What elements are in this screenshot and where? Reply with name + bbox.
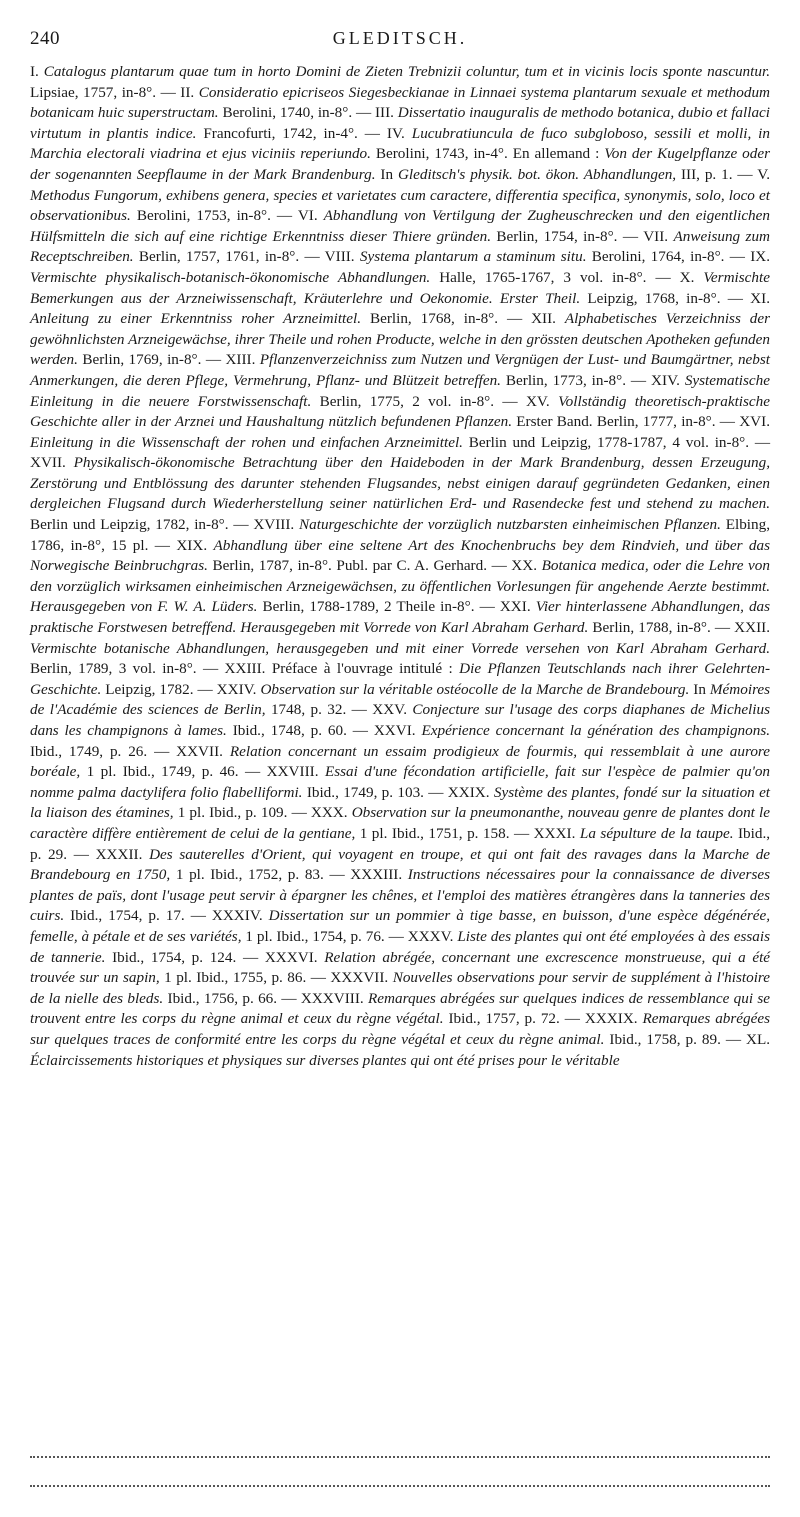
entry-number: XVII. xyxy=(30,454,66,472)
entry-publication: 1 pl. Ibid., 1752, p. 83. xyxy=(175,866,324,884)
entry-number: II. xyxy=(180,83,195,101)
entry-title: Botanica medica, oder die Lehre von den vorzüglich wirksamen einheimischen Arzneigewächsen, zu öffentlichen Vorlesungen für angehende Aerzte bestimmt. Herausgegeben von F. W. A. Lüders. xyxy=(30,557,770,616)
entry-number: V. xyxy=(757,165,771,183)
entry-number: XIV. xyxy=(651,371,680,389)
entry-title: Éclaircissements historiques et physiques sur diverses plantes qui ont été prises pour le véritable xyxy=(30,1051,620,1069)
entry-number: XXIII. xyxy=(224,660,266,678)
entry-number: XXIX. xyxy=(447,783,490,801)
entry-publication: Berlin, 1757, 1761, in-8°. xyxy=(138,248,300,266)
entry-number: XVI. xyxy=(739,413,771,431)
entry-publication: Berlin, 1769, in-8°. xyxy=(82,351,202,369)
entry-publication: Ibid., 1749, p. 103. xyxy=(306,783,424,801)
entry-number: XXXVI. xyxy=(264,948,318,966)
entry-publication: Halle, 1765-1767, 3 vol. in-8°. xyxy=(439,268,647,286)
entry-title: Die Pflanzen Teutschlands nach ihrer Gelehrten-Geschichte. xyxy=(30,660,771,698)
entry-number: XXXII. xyxy=(95,845,143,863)
page-header xyxy=(30,24,770,54)
entry-number: IX. xyxy=(750,248,771,266)
entry-title: Lucubratiuncula de fuco subgloboso, sessili et molli, in Marchia electorali viadrina et ejus viciniis reperiundo. xyxy=(30,124,770,163)
entry-number: XXXVIII. xyxy=(300,989,364,1007)
entry-publication: 1 pl. Ibid., 1755, p. 86. xyxy=(164,969,307,987)
entry-publication: In xyxy=(693,680,706,698)
entry-title: Instructions nécessaires pour la connaissance de diverses plantes de païs, dont l'usage peut servir à épargner les chênes, et l'emploi des matières étrangères dans la tanneries des cuirs. xyxy=(30,866,771,925)
entry-number: XXXVII. xyxy=(330,969,389,987)
entry-number: XXXI. xyxy=(533,824,576,842)
entry-publication: Ibid., 1756, p. 66. xyxy=(167,989,278,1007)
entry-number: XXXIV. xyxy=(211,907,263,925)
entry-number: XIII. xyxy=(225,351,256,369)
entry-title: Alphabetisches Verzeichniss der gewöhnlichsten Arzneigewächse, ihrer Theile und rohen Producte, welche in den grössten deutschen Apotheken gefunden werden. xyxy=(30,310,771,369)
entry-publication: Berlin, 1773, in-8°. xyxy=(505,371,627,389)
entry-title: Nouvelles observations pour servir de supplément à l'histoire de la nielle des bleds. xyxy=(30,969,770,1007)
entry-number: XXXIX. xyxy=(584,1010,638,1028)
entry-title: Von der Kugelpflanze oder der sogenannten Seepflaume in der Mark Brandenburg. xyxy=(30,145,770,183)
entry-title: Relation concernant un essaim prodigieux de fourmis, qui ressemblait à une aurore boréale, xyxy=(30,742,771,781)
entry-publication: Ibid., 1754, p. 124. xyxy=(112,948,237,966)
entry-publication: Ibid., 1749, p. 26. xyxy=(30,742,148,760)
entry-publication: Préface à l'ouvrage intitulé : xyxy=(271,660,453,678)
entry-number: XX. xyxy=(511,557,538,575)
entry-title: Systema plantarum a staminum situ. xyxy=(359,248,587,266)
entry-number: XXX. xyxy=(310,804,348,822)
entry-number: I. xyxy=(30,63,39,80)
entry-publication: Erster Band. Berlin, 1777, in-8°. xyxy=(516,413,716,431)
entry-title: Vollständig theoretisch-praktische Geschichte aller in der Arznei und Haushaltung nützlich befundenen Pflanzen. xyxy=(30,392,770,431)
entry-number: XVIII. xyxy=(253,516,295,534)
entry-publication: Leipzig, 1782. xyxy=(105,680,194,698)
entry-publication: 1748, p. 32. xyxy=(270,701,347,719)
entry-title: Vier hinterlassene Abhandlungen, das praktische Forstwesen betreffend. Herausgegeben mit Vorrede von Karl Abraham Gerhard. xyxy=(30,598,771,637)
entry-title: Vermischte physikalisch-botanisch-ökonomische Abhandlungen. xyxy=(30,268,431,286)
entry-publication: Berlin und Leipzig, 1782, in-8°. xyxy=(30,516,229,534)
entry-publication: Berolini, 1753, in-8°. xyxy=(136,207,271,225)
entry-number: XXIV. xyxy=(216,680,257,698)
entry-number: XIX. xyxy=(176,536,208,554)
entry-title: Remarques abrégées sur quelques indices de ressemblance qui se trouvent entre les corps du règne animal et ceux du règne végétal. xyxy=(30,989,771,1028)
entry-title: Naturgeschichte der vorzüglich nutzbarsten einheimischen Pflanzen. xyxy=(299,516,721,534)
bibliography-paragraph: I. Catalogus plantarum quae tum in horto Domini de Zieten Trebnizii coluntur, tum et in vicinis locis sponte nascuntur. Lipsiae, 1757, in-8°. — II. Consideratio epicriseos Siegesbeckianae in Linnaei systema plantarum sexuale et methodum botanicam huic superstructam. Berolini, 1740, in-8°. — III. Dissertatio inauguralis de methodo botanica, dubio et fallaci virtutum in plantis indice. Francofurti, 1742, in-4°. — IV. Lucubratiuncula de fuco subgloboso, sessili et molli, in Marchia electorali viadrina et ejus viciniis reperiundo. Berolini, 1743, in-4°. En allemand : Von der Kugelpflanze oder der sogenannten Seepflaume in der Mark Brandenburg. In Gleditsch's physik. bot. ökon. Abhandlungen, III, p. 1. — V. Methodus Fungorum, exhibens genera, species et varietates cum caractere, differentia specifica, synonymis, solo, loco et observationibus. Berolini, 1753, in-8°. — VI. Abhandlung von Vertilgung der Zugheuschrecken und den eigentlichen Hülfsmitteln die sich auf eine richtige Erkenntniss dieser Thiere gründen. Berlin, 1754, in-8°. — VII. Anweisung zum Receptschreiben. Berlin, 1757, 1761, in-8°. — VIII. Systema plantarum a staminum situ. Berolini, 1764, in-8°. — IX. Vermischte physikalisch-botanisch-ökonomische Abhandlungen. Halle, 1765-1767, 3 vol. in-8°. — X. Vermischte Bemerkungen aus der Arzneiwissenschaft, Kräuterlehre und Oekonomie. Erster Theil. Leipzig, 1768, in-8°. — XI. Anleitung zu einer Erkenntniss roher Arzneimittel. Berlin, 1768, in-8°. — XII. Alphabetisches Verzeichniss der gewöhnlichsten Arzneigewächse, ihrer Theile und rohen Producte, welche in den grössten deutschen Apotheken gefunden werden. Berlin, 1769, in-8°. — XIII. Pflanzenverzeichniss zum Nutzen und Vergnügen der Lust- und Baumgärtner, nebst Anmerkungen, die deren Pflege, Vermehrung, Pflanz- und Blützeit betreffen. Berlin, 1773, in-8°. — XIV. Systematische Einleitung in die neuere Forstwissenschaft. Berlin, 1775, 2 vol. in-8°. — XV. Vollständig theoretisch-praktische Geschichte aller in der Arznei und Haushaltung nützlich befundenen Pflanzen. Erster Band. Berlin, 1777, in-8°. — XVI. Einleitung in die Wissenschaft der rohen und einfachen Arzneimittel. Berlin und Leipzig, 1778-1787, 4 vol. in-8°. — XVII. Physikalisch-ökonomische Betrachtung über den Haideboden in der Mark Brandenburg, dessen Erzeugung, Zerstörung und Entblössung des darunter stehenden Flugsandes, nebst einigen darauf gegründeten Gedanken, einen dergleichen Flugsand durch Wiederherstellung seiner natürlichen Erd- und Rasendecke fest und stehend zu machen. Berlin und Leipzig, 1782, in-8°. — XVIII. Naturgeschichte der vorzüglich nutzbarsten einheimischen Pflanzen. Elbing, 1786, in-8°, 15 pl. — XIX. Abhandlung über eine seltene Art des Knochenbruchs bey dem Rindvieh, und über das Norwegische Beinbruchgras. Berlin, 1787, in-8°. Publ. par C. A. Gerhard. — XX. Botanica medica, oder die Lehre von den vorzüglich wirksamen einheimischen Arzneigewächsen, zu öffentlichen Vorlesungen für angehende Aerzte bestimmt. Herausgegeben von F. W. A. Lüders. Berlin, 1788-1789, 2 Theile in-8°. — XXI. Vier hinterlassene Abhandlungen, das praktische Forstwesen betreffend. Herausgegeben mit Vorrede von Karl Abraham Gerhard. Berlin, 1788, in-8°. — XXII. Vermischte botanische Abhandlungen, herausgegeben und mit einer Vorrede versehen von Karl Abraham Gerhard. Berlin, 1789, 3 vol. in-8°. — XXIII. Préface à l'ouvrage intitulé : Die Pflanzen Teutschlands nach ihrer Gelehrten-Geschichte. Leipzig, 1782. — XXIV. Observation sur la véritable ostéocolle de la Marche de Brandebourg. In Mémoires de l'Académie des sciences de Berlin, 1748, p. 32. — XXV. Conjecture sur l'usage des corps diaphanes de Michelius dans les champignons à lames. Ibid., 1748, p. 60. — XXVI. Expérience concernant la génération des champignons. Ibid., 1749, p. 26. — XXVII. Relation concernant un essaim prodigieux de fourmis, qui ressemblait à une aurore boréale, 1 pl. Ibid., 1749, p. 46. — XXVIII. Essai d'une fécondation artificielle, fait sur l'espèce de palmier qu'on nomme palma dactylifera folio flabelliformi. Ibid., 1749, p. 103. — XXIX. Système des plantes, fondé sur la situation et la liaison des étamines, 1 pl. Ibid., p. 109. — XXX. Observation sur la pneumonanthe, nouveau genre de plantes dont le caractère diffère entièrement de celui de la gentiane, 1 pl. Ibid., 1751, p. 158. — XXXI. La sépulture de la taupe. Ibid., p. 29. — XXXII. Des sauterelles d'Orient, qui voyagent en troupe, et qui ont fait des ravages dans la Marche de Brandebourg en 1750, 1 pl. Ibid., 1752, p. 83. — XXXIII. Instructions nécessaires pour la connaissance de diverses plantes de païs, dont l'usage peut servir à épargner les chênes, et l'emploi des matières étrangères dans la tanneries des cuirs. Ibid., 1754, p. 17. — XXXIV. Dissertation sur un pommier à tige basse, en buisson, d'une espèce dégénérée, femelle, à pétale et de ses variétés, 1 pl. Ibid., 1754, p. 76. — XXXV. Liste des plantes qui ont été employées à des essais de tannerie. Ibid., 1754, p. 124. — XXXVI. Relation abrégée, concernant une excrescence monstrueuse, qui a été trouvée sur un sapin, 1 pl. Ibid., 1755, p. 86. — XXXVII. Nouvelles observations pour servir de supplément à l'histoire de la nielle des bleds. Ibid., 1756, p. 66. — XXXVIII. Remarques abrégées sur quelques indices de ressemblance qui se trouvent entre les corps du règne animal et ceux du règne végétal. Ibid., 1757, p. 72. — XXXIX. Remarques abrégées sur quelques traces de conformité entre les corps du règne végétal et ceux du règne animal. Ibid., 1758, p. 89. — XL. Éclaircissements historiques et physiques sur diverses plantes qui ont été prises pour le véritable xyxy=(30,63,771,1069)
entry-title: Methodus Fungorum, exhibens genera, species et varietates cum caractere, differentia specifica, synonymis, solo, loco et observationibus. xyxy=(30,186,770,225)
entry-number: IV. xyxy=(386,124,405,142)
entry-publication: Berlin, 1754, in-8°. xyxy=(496,227,618,245)
entry-publication: Francofurti, 1742, in-4°. xyxy=(203,124,358,142)
entry-title: Abhandlung von Vertilgung der Zugheuschrecken und den eigentlichen Hülfsmitteln die sich auf eine richtige Erkenntniss dieser Thiere gründen. xyxy=(30,207,770,245)
entry-number: XXXIII. xyxy=(350,866,403,884)
entry-publication: Berlin und Leipzig, 1778-1787, 4 vol. in-8°. xyxy=(468,433,750,451)
entry-title: Einleitung in die Wissenschaft der rohen und einfachen Arzneimittel. xyxy=(30,433,463,451)
entry-number: XXVIII. xyxy=(266,763,319,781)
entry-publication: Berolini, 1743, in-4°. En allemand : xyxy=(375,145,600,163)
entry-title: Remarques abrégées sur quelques traces de conformité entre les corps du règne végétal et ceux du règne animal. xyxy=(30,1010,771,1048)
entry-publication: 1 pl. Ibid., 1754, p. 76. xyxy=(245,927,385,945)
entry-title: Conjecture sur l'usage des corps diaphanes de Michelius dans les champignons à lames. xyxy=(30,701,770,739)
page-number: 240 xyxy=(30,28,60,49)
entry-title: Anweisung zum Receptschreiben. xyxy=(30,227,771,266)
entry-publication: Berolini, 1764, in-8°. xyxy=(591,248,725,266)
entry-title: La sépulture de la taupe. xyxy=(579,824,734,842)
entry-publication: Ibid., 1758, p. 89. xyxy=(609,1030,721,1048)
entry-publication: Berlin, 1787, in-8°. Publ. par C. A. Gerhard. xyxy=(212,557,488,575)
entry-title: Anleitung zu einer Erkenntniss roher Arzneimittel. xyxy=(30,310,362,328)
entry-title: Vermischte Bemerkungen aus der Arzneiwissenschaft, Kräuterlehre und Oekonomie. Erster Theil. xyxy=(30,268,770,307)
entry-number: XXV. xyxy=(372,701,407,719)
entry-title: Abhandlung über eine seltene Art des Knochenbruchs bey dem Rindvieh, und über das Norwegische Beinbruchgras. xyxy=(30,536,771,575)
entry-title: Mémoires de l'Académie des sciences de Berlin, xyxy=(30,680,771,719)
entry-title: Expérience concernant la génération des champignons. xyxy=(421,722,771,739)
entry-title: Dissertation sur un pommier à tige basse, en buisson, d'une espèce dégénérée, femelle, à pétale et de ses variétés, xyxy=(30,907,771,945)
entry-publication: Berlin, 1768, in-8°. xyxy=(369,310,499,328)
entry-number: X. xyxy=(679,268,695,286)
entry-title: Catalogus plantarum quae tum in horto Domini de Zieten Trebnizii coluntur, tum et in vicinis locis sponte nascuntur. xyxy=(43,63,770,80)
entry-title: Des sauterelles d'Orient, qui voyagent en troupe, et qui ont fait des ravages dans la Marche de Brandebourg en 1750, xyxy=(30,845,771,884)
footer-dotted-rule xyxy=(30,1456,770,1458)
entry-publication: Lipsiae, 1757, in-8°. xyxy=(30,83,157,101)
entry-title: Consideratio epicriseos Siegesbeckianae in Linnaei systema plantarum sexuale et methodum botanicam huic superstructam. xyxy=(30,83,771,122)
entry-publication: Ibid., 1754, p. 17. xyxy=(70,907,185,925)
entry-publication: Berlin, 1789, 3 vol. in-8°. xyxy=(30,660,197,678)
entry-number: XXVI. xyxy=(373,722,416,739)
entry-publication: Berlin, 1788-1789, 2 Theile in-8°. xyxy=(262,598,475,616)
entry-publication: In xyxy=(380,165,394,183)
entry-publication: Berlin, 1775, 2 vol. in-8°. xyxy=(319,392,495,410)
entry-title: Observation sur la pneumonanthe, nouveau genre de plantes dont le caractère diffère entièrement de celui de la gentiane, xyxy=(30,804,770,842)
entry-publication: Berlin, 1788, in-8°. xyxy=(592,619,711,637)
entry-title: Pflanzenverzeichniss zum Nutzen und Vergnügen der Lust- und Baumgärtner, nebst Anmerkungen, die deren Pflege, Vermehrung, Pflanz- und Blützeit betreffen. xyxy=(30,351,771,389)
entry-number: XI. xyxy=(750,289,770,307)
entry-title: Relation abrégée, concernant une excrescence monstrueuse, qui a été trouvée sur un sapin, xyxy=(30,948,771,987)
entry-number: VI. xyxy=(297,207,318,225)
entry-publication: Elbing, 1786, in-8°, 15 pl. xyxy=(30,516,771,554)
entry-number: III. xyxy=(374,104,394,122)
entry-title: Observation sur la véritable ostéocolle de la Marche de Brandebourg. xyxy=(260,680,690,698)
entry-number: XXVII. xyxy=(176,742,223,760)
running-head: GLEDITSCH. xyxy=(332,28,468,48)
entry-publication: Leipzig, 1768, in-8°. xyxy=(587,289,721,307)
entry-publication: Ibid., 1748, p. 60. xyxy=(232,722,347,739)
entry-publication: 1 pl. Ibid., 1749, p. 46. xyxy=(86,763,239,781)
entry-title: Système des plantes, fondé sur la situation et la liaison des étamines, xyxy=(30,783,771,822)
entry-number: XXI. xyxy=(499,598,531,616)
entry-number: VIII. xyxy=(324,248,355,266)
entry-title: Dissertatio inauguralis de methodo botanica, dubio et fallaci virtutum in plantis indice. xyxy=(30,104,771,142)
entry-publication: III, p. 1. xyxy=(680,165,733,183)
entry-publication: Ibid., p. 29. xyxy=(30,824,771,863)
entry-number: VII. xyxy=(643,227,669,245)
entry-number: XXII. xyxy=(734,619,771,637)
entry-publication: 1 pl. Ibid., p. 109. xyxy=(177,804,288,822)
entry-number: XXXV. xyxy=(407,927,454,945)
entry-title: Physikalisch-ökonomische Betrachtung über den Haideboden in der Mark Brandenburg, dessen Erzeugung, Zerstörung und Entblössung des darunter stehenden Flugsandes, nebst einigen darauf gegründeten Gedanken, einen dergleichen Flugsand durch Wiederherstellung seiner natürlichen Erd- und Rasendecke fest und stehend zu machen. xyxy=(30,454,770,513)
entry-title: Vermischte botanische Abhandlungen, herausgegeben und mit einer Vorrede versehen von Karl Abraham Gerhard. xyxy=(30,639,770,657)
entry-title: Liste des plantes qui ont été employées à des essais de tannerie. xyxy=(30,927,771,966)
entry-publication: Ibid., 1757, p. 72. xyxy=(448,1010,560,1028)
entry-publication: 1 pl. Ibid., 1751, p. 158. xyxy=(359,824,510,842)
entry-title: Systematische Einleitung in die neuere Forstwissenschaft. xyxy=(30,371,771,410)
entry-number: XII. xyxy=(531,310,556,328)
entry-title: Essai d'une fécondation artificielle, fait sur l'espèce de palmier qu'on nomme palma dactylifera folio flabelliformi. xyxy=(30,763,771,801)
entry-title: Gleditsch's physik. bot. ökon. Abhandlungen, xyxy=(397,165,677,183)
entry-number: XV. xyxy=(525,392,550,410)
entry-publication: Berolini, 1740, in-8°. xyxy=(222,104,353,122)
entry-number: XL. xyxy=(745,1030,771,1048)
footer-dotted-rule-2 xyxy=(30,1485,770,1487)
